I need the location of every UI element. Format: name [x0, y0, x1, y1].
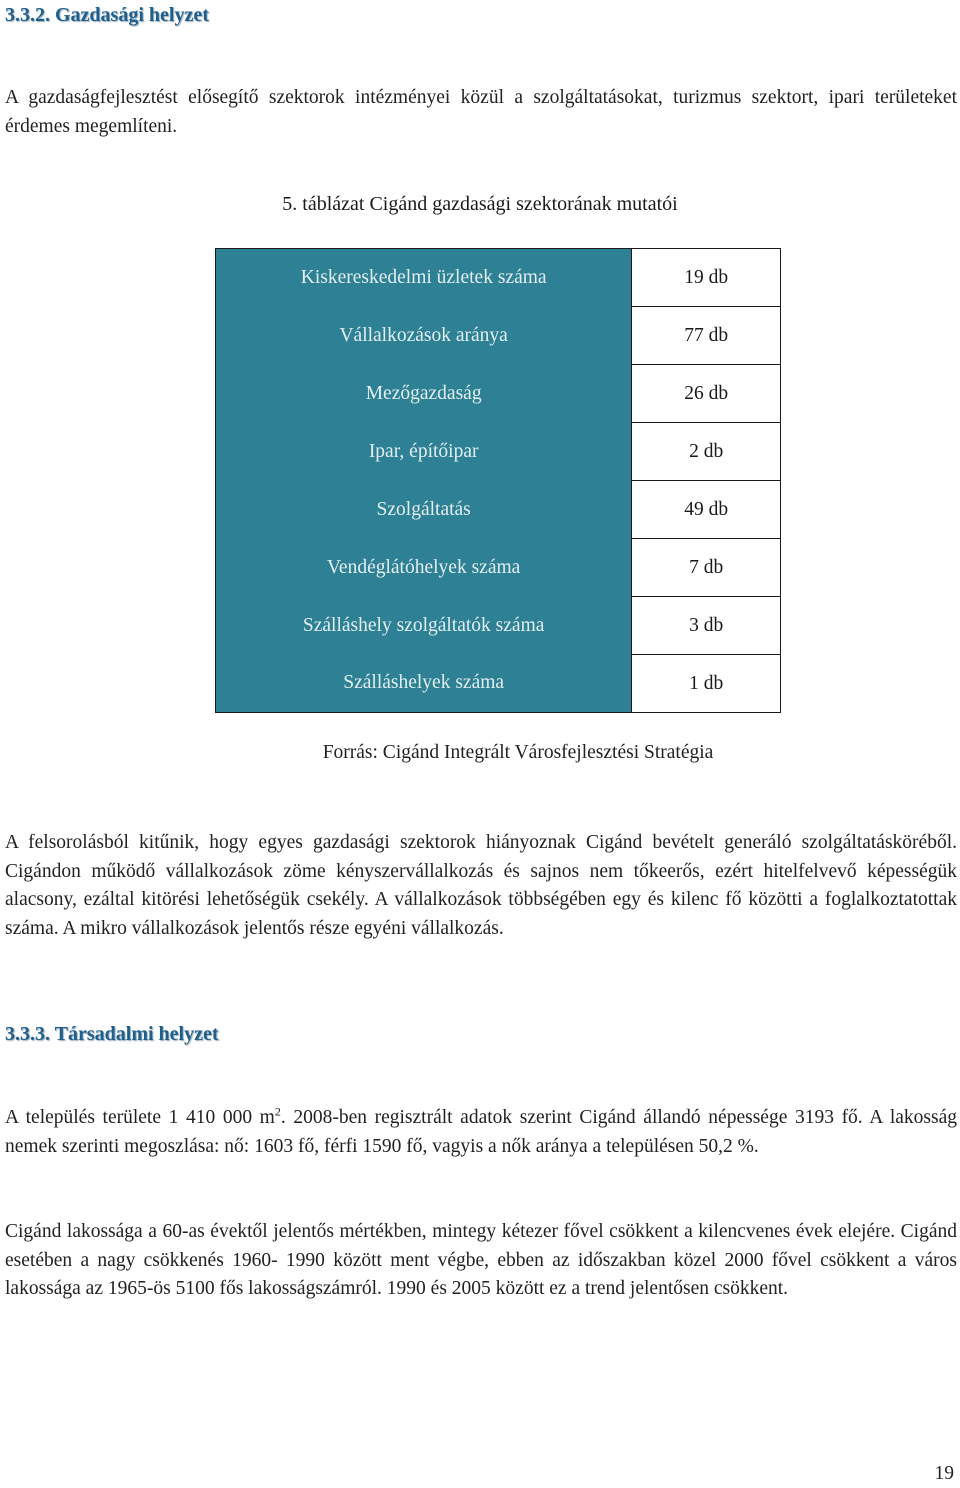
- table-row: [216, 365, 781, 423]
- economy-paragraph: A felsorolásból kitűnik, hogy egyes gazdasági szektorok hiányoznak Cigánd bevételt generáló szolgáltatásköréből. Cigándon működő vállalkozások zöme kényszervállalkozás és sajnos nem tőkeerős, ezért hitelfelvevő képességük alacsony, ezáltal kitörési lehetőségük csekély. A vállalkozások többségében egy és kilenc fő közötti a foglalkoztatottak száma. A mikro vállalkozások jelentős része egyéni vállalkozás.: [5, 832, 957, 939]
- trend-paragraph: Cigánd lakossága a 60-as évektől jelentős mértékben, mintegy kétezer fővel csökkent a kilencvenes évek elejére. Cigánd esetében a nagy csökkenés 1960- 1990 között ment végbe, ebben az időszakban közel 2000 fővel csökkent a város lakossága az 1965-ös 5100 fős lakosságszámról. 1990 és 2005 között ez a trend jelentősen csökkent.: [5, 1221, 957, 1299]
- row-label: Szálláshelyek száma: [216, 655, 632, 713]
- row-label: Mezőgazdaság: [216, 365, 632, 423]
- table-caption: 5. táblázat Cigánd gazdasági szektorának mutatói: [282, 193, 678, 215]
- table-source: Forrás: Cigánd Integrált Városfejlesztési Stratégia: [322, 742, 714, 763]
- row-value: 49 db: [632, 481, 781, 539]
- table-row: [216, 423, 781, 481]
- table-row: [216, 481, 781, 539]
- row-value: 77 db: [632, 307, 781, 365]
- row-label: Szálláshely szolgáltatók száma: [216, 597, 632, 655]
- row-value: 3 db: [632, 597, 781, 655]
- row-value: 2 db: [632, 423, 781, 481]
- table-row: [216, 655, 781, 713]
- table-row: [216, 307, 781, 365]
- population-text-end: . 2008-ben regisztrált adatok szerint Cigánd állandó népessége 3193 fő. A lakosság nemek szerinti megoszlása: nő: 1603 fő, férfi 1590 fő, vagyis a nők aránya a településen 50,2 %.: [5, 1107, 957, 1157]
- table-row: [216, 597, 781, 655]
- row-label: Szolgáltatás: [216, 481, 632, 539]
- table-row: [216, 539, 781, 597]
- population-text-start: A település területe 1 410 000 m: [5, 1107, 275, 1128]
- economic-indicators-table: [215, 248, 781, 713]
- row-value: 1 db: [632, 655, 781, 713]
- row-label: Vállalkozások aránya: [216, 307, 632, 365]
- row-label: Vendéglátóhelyek száma: [216, 539, 632, 597]
- intro-paragraph: A gazdaságfejlesztést elősegítő szektorok intézményei közül a szolgáltatásokat, turizmus szektort, ipari területeket érdemes megemlíteni.: [5, 87, 957, 137]
- table-row: [216, 249, 781, 307]
- page-number: 19: [934, 1463, 954, 1484]
- row-label: Ipar, építőipar: [216, 423, 632, 481]
- section-heading-economy: 3.3.2. Gazdasági helyzet: [5, 4, 209, 26]
- superscript-2: 2: [274, 1104, 281, 1119]
- row-value: 26 db: [632, 365, 781, 423]
- row-label: Kiskereskedelmi üzletek száma: [216, 249, 632, 307]
- row-value: 19 db: [632, 249, 781, 307]
- row-value: 7 db: [632, 539, 781, 597]
- population-paragraph: [5, 1104, 957, 1161]
- section-heading-society: 3.3.3. Társadalmi helyzet: [5, 1023, 219, 1045]
